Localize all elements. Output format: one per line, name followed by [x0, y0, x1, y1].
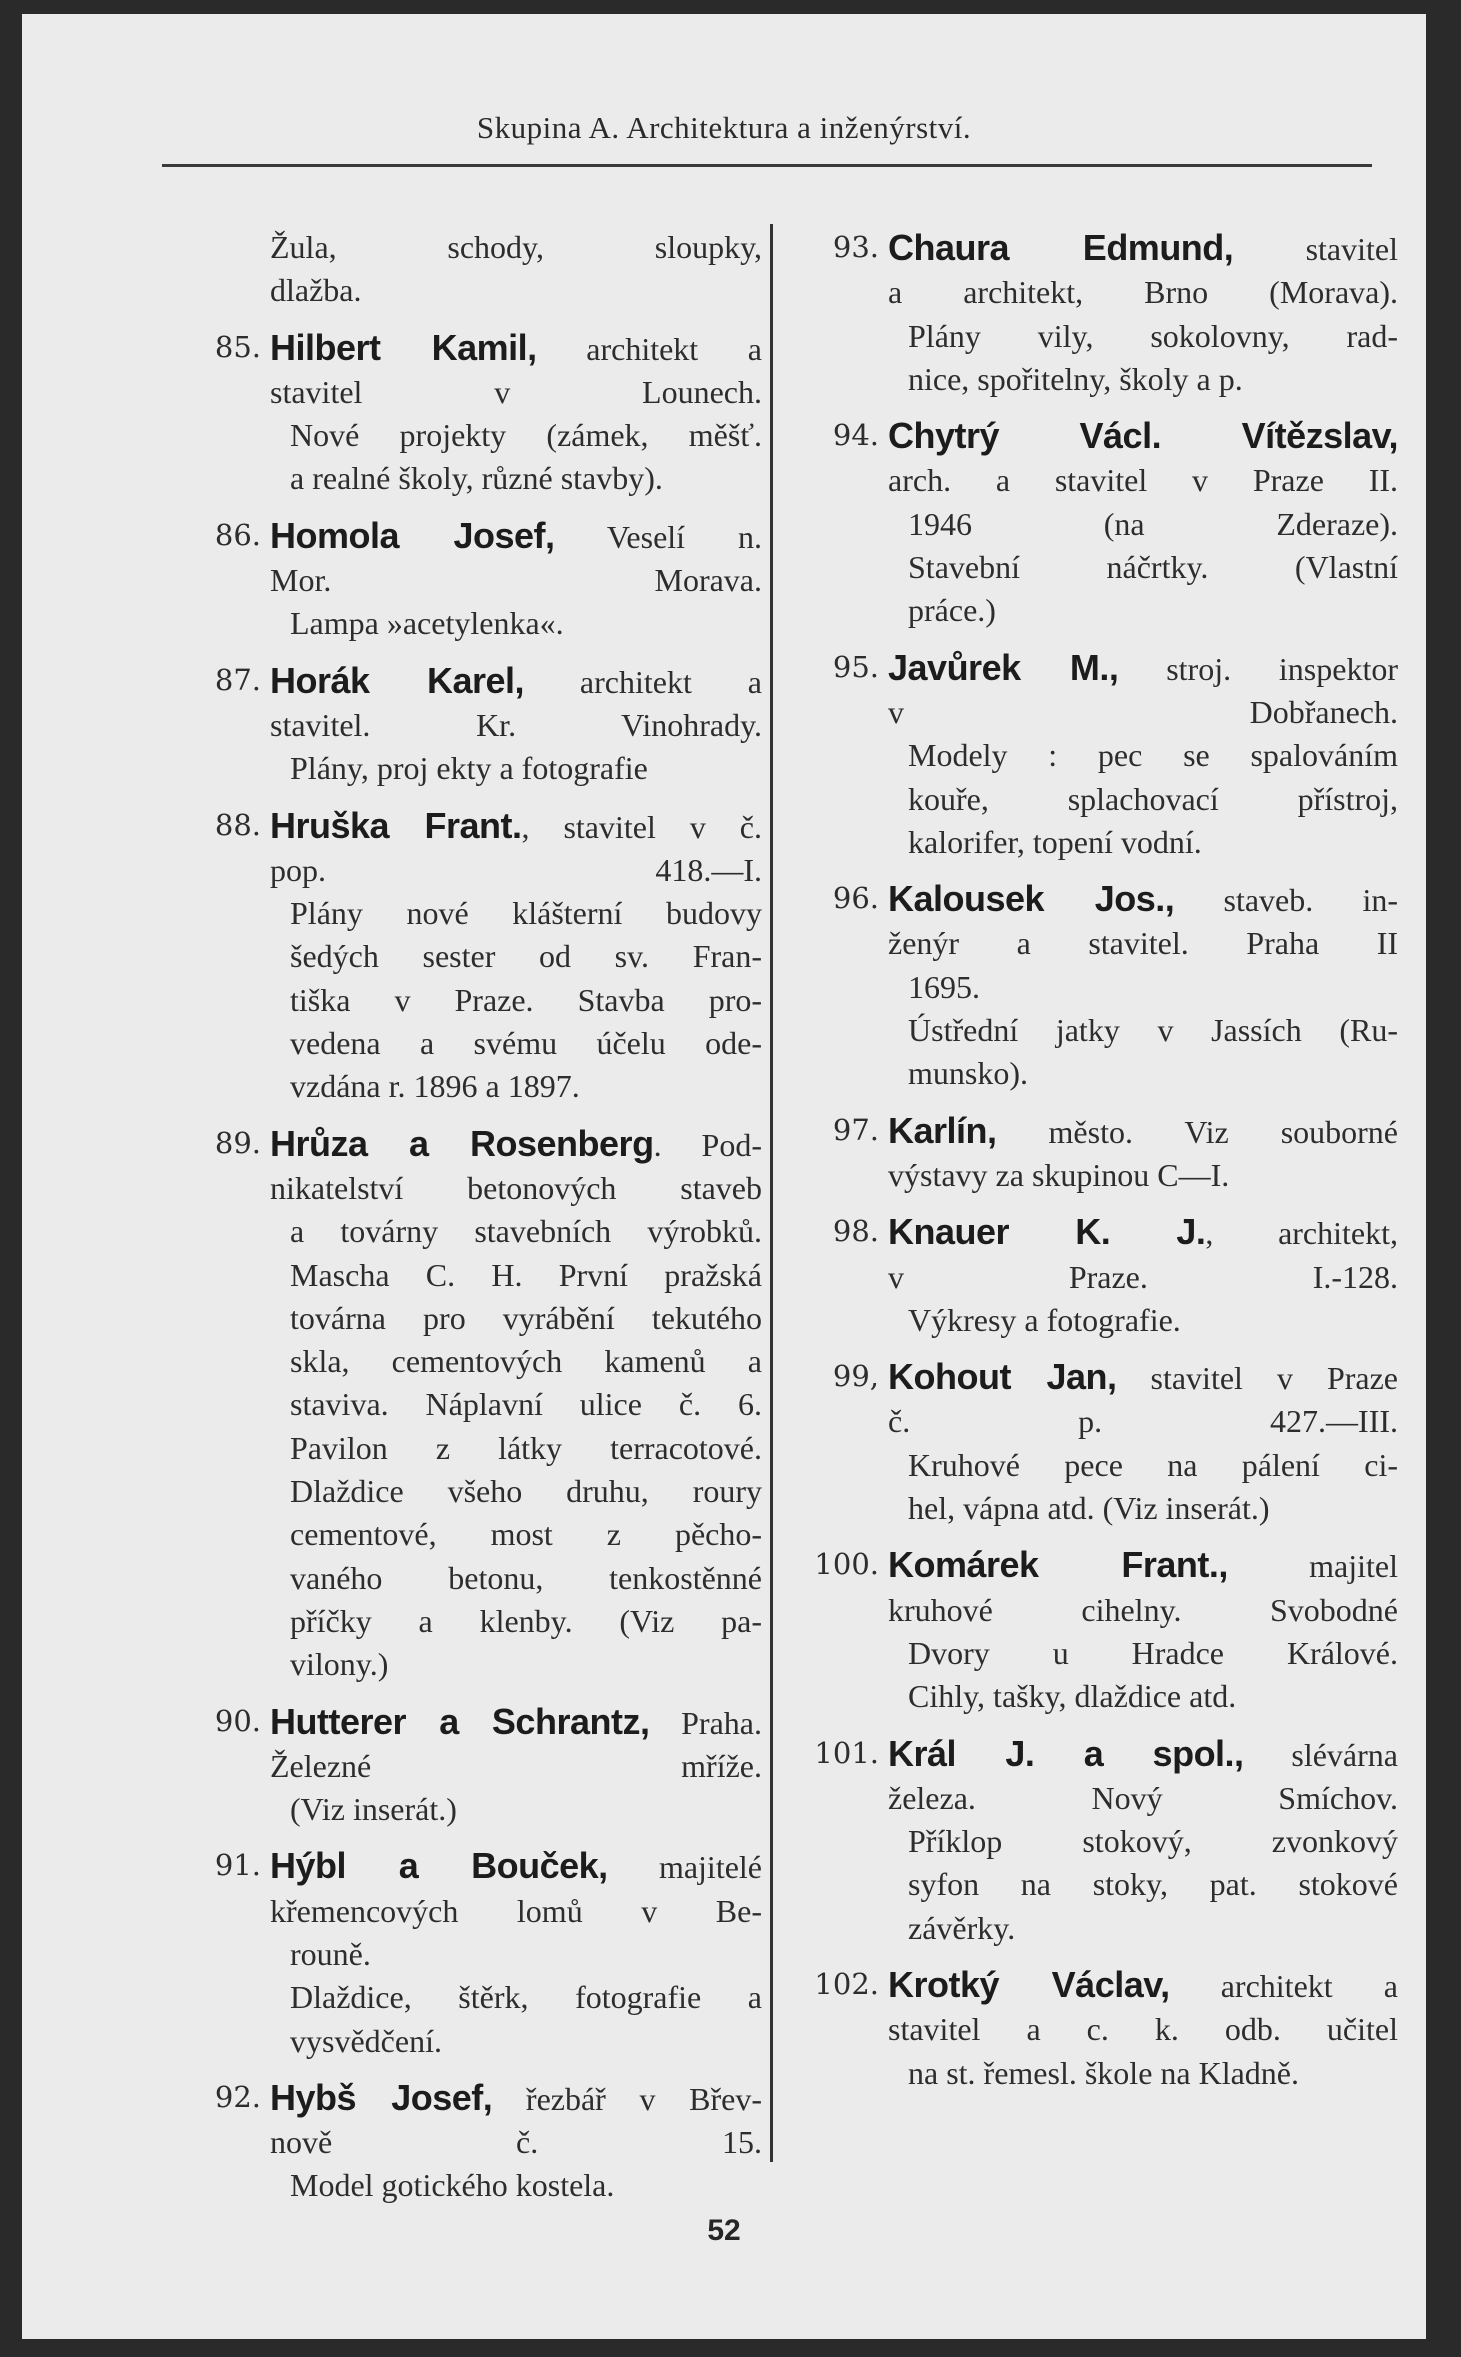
entry-name: Hrůza a Rosenberg — [270, 1122, 654, 1164]
entry-text: Cihly, tašky, dlaždice atd. — [908, 1678, 1237, 1715]
entry-text: architekt a — [536, 330, 762, 367]
catalog-entry — [805, 1543, 1398, 1718]
entry-text: Mascha C. H. První pražská — [290, 1256, 762, 1293]
entry-text: vzdána r. 1896 a 1897. — [290, 1068, 580, 1105]
entry-name: Hybš Josef, — [270, 2076, 493, 2118]
entry-text: , architekt, — [1205, 1215, 1399, 1252]
entry-number: 101. — [814, 1735, 879, 1770]
entry-name: Komárek Frant., — [888, 1544, 1228, 1586]
entry-text: vilony.) — [290, 1646, 389, 1683]
entry-text: Stavební náčrtky. (Vlastní — [908, 549, 1398, 586]
entry-text: , stavitel v č. — [521, 808, 762, 845]
entry-text: skla, cementových kamenů a — [290, 1343, 762, 1380]
entry-text: majitelé — [607, 1849, 762, 1886]
entry-text: křemencových lomů v Be- — [270, 1892, 762, 1929]
entry-number: 100. — [814, 1547, 879, 1582]
entry-text: architekt a — [1169, 1967, 1398, 2004]
catalog-entry — [805, 226, 1398, 401]
catalog-entry — [805, 646, 1398, 864]
entry-text: cementové, most z pěcho- — [290, 1516, 762, 1553]
entry-text: slévárna — [1243, 1736, 1398, 1773]
right-column — [805, 226, 1398, 2108]
entry-text: výstavy za skupinou C—I. — [888, 1156, 1230, 1193]
catalog-entry — [187, 804, 762, 1109]
entry-text: Žula, schody, sloupky, — [270, 229, 762, 265]
entry-text: kalorifer, topení vodní. — [908, 823, 1202, 860]
entry-text: majitel — [1227, 1548, 1398, 1585]
entry-text: stavitel — [1233, 231, 1398, 267]
entry-text: 1946 (na Zderaze). — [908, 505, 1398, 542]
entry-text: nikatelství betonových staveb — [270, 1169, 762, 1206]
entry-text: dlažba. — [270, 272, 362, 309]
entry-text: staviva. Náplavní ulice č. 6. — [290, 1386, 762, 1423]
entry-name: Hutterer a Schrantz, — [270, 1700, 650, 1742]
left-column — [187, 226, 762, 2221]
catalog-entry — [187, 2076, 762, 2208]
entry-name: Kohout Jan, — [888, 1356, 1117, 1398]
entry-text: stroj. inspektor — [1118, 650, 1398, 687]
entry-number: 85. — [214, 329, 261, 364]
entry-text: syfon na stoky, pat. stokové — [908, 1866, 1398, 1903]
entry-number: 96. — [832, 881, 879, 916]
header-rule — [162, 164, 1372, 167]
entry-number: 87. — [214, 662, 261, 697]
entry-text: kruhové cihelny. Svobodné — [888, 1591, 1398, 1628]
entry-text: stavitel v Praze — [1116, 1360, 1399, 1397]
entry-name: Hilbert Kamil, — [270, 326, 537, 368]
entry-text: rouně. — [290, 1935, 371, 1972]
entry-text: munsko). — [908, 1055, 1028, 1092]
entry-text: továrna pro vyrábění tekutého — [290, 1299, 762, 1336]
entry-text: hel, vápna atd. (Viz inserát.) — [908, 1490, 1270, 1527]
catalog-entry — [187, 659, 762, 791]
entry-name: Chaura Edmund, — [888, 227, 1234, 268]
catalog-entry — [187, 1844, 762, 2062]
catalog-entry — [187, 326, 762, 501]
entry-name: Javůrek M., — [888, 646, 1119, 688]
catalog-entry — [187, 1700, 762, 1832]
entry-text: Výkresy a fotografie. — [908, 1301, 1181, 1338]
entry-text: Lampa »acetylenka«. — [290, 605, 564, 642]
entry-text: kouře, splachovací přístroj, — [908, 780, 1398, 817]
entry-text: na st. řemesl. škole na Kladně. — [908, 2054, 1299, 2091]
entry-text: vedena a svému účelu ode- — [290, 1025, 762, 1062]
entry-text: Dvory u Hradce Králové. — [908, 1634, 1398, 1671]
entry-name: Krotký Václav, — [888, 1963, 1170, 2005]
entry-number: 99, — [832, 1359, 879, 1394]
entry-text: Praha. — [649, 1704, 762, 1741]
entry-text: Plány, proj ekty a fotografie — [290, 750, 648, 787]
entry-number: 95. — [832, 649, 879, 684]
entry-text: tiška v Praze. Stavba pro- — [290, 981, 762, 1018]
catalog-entry — [805, 877, 1398, 1095]
entry-text: řezbář v Břev- — [492, 2080, 763, 2117]
entry-text: Dlaždice všeho druhu, roury — [290, 1473, 762, 1510]
entry-text: (Viz inserát.) — [290, 1791, 457, 1828]
entry-name: Král J. a spol., — [888, 1732, 1244, 1774]
entry-text: v Praze. I.-128. — [888, 1258, 1398, 1295]
entry-text: Model gotického kostela. — [290, 2167, 615, 2204]
entry-text: pop. 418.—I. — [270, 851, 762, 888]
entry-text: vysvědčení. — [290, 2022, 442, 2059]
entry-text: staveb. in- — [1174, 882, 1399, 919]
entry-text: ženýr a stavitel. Praha II — [888, 925, 1398, 962]
entry-text: . Pod- — [653, 1126, 763, 1163]
entry-text: Ústřední jatky v Jassích (Ru- — [908, 1012, 1398, 1049]
entry-text: nice, spořitelny, školy a p. — [908, 360, 1243, 397]
entry-name: Homola Josef, — [270, 514, 555, 556]
entry-text: 1695. — [908, 968, 980, 1005]
entry-text: závěrky. — [908, 1909, 1016, 1946]
entry-text: č. p. 427.—III. — [888, 1403, 1398, 1440]
entry-text: Plány nové klášterní budovy — [290, 895, 762, 932]
entry-number: 89. — [214, 1125, 261, 1160]
entry-number: 92. — [214, 2079, 261, 2114]
entry-number: 97. — [832, 1112, 879, 1147]
catalog-entry — [187, 1122, 762, 1687]
entry-number: 102. — [814, 1966, 879, 2001]
entry-name: Hruška Frant. — [270, 804, 522, 846]
entry-name: Kalousek Jos., — [888, 878, 1175, 920]
catalog-entry — [805, 1355, 1398, 1530]
entry-text: a realné školy, různé stavby). — [290, 460, 663, 497]
entry-text: Nové projekty (zámek, měšť. — [290, 417, 762, 454]
catalog-entry — [805, 1963, 1398, 2095]
entry-text: architekt a — [524, 663, 762, 700]
document-page — [22, 14, 1426, 2339]
entry-text: stavitel v Lounech. — [270, 373, 762, 410]
entry-text: Veselí n. — [554, 518, 762, 555]
entry-text: arch. a stavitel v Praze II. — [888, 462, 1398, 499]
entry-name: Horák Karel, — [270, 659, 525, 701]
entry-name: Chytrý Václ. Vítězslav, — [888, 415, 1398, 457]
entry-name: Knauer K. J. — [888, 1211, 1206, 1253]
entry-number: 93. — [832, 230, 879, 264]
page-header: Skupina A. Architektura a inženýrství. — [476, 110, 972, 145]
catalog-entry — [805, 414, 1398, 632]
entry-text: vaného betonu, tenkostěnné — [290, 1559, 762, 1596]
entry-text: v Dobřanech. — [888, 693, 1398, 730]
column-divider — [770, 224, 773, 2162]
entry-number: 94. — [832, 418, 879, 453]
page-number: 52 — [707, 2214, 741, 2247]
entry-text: Pavilon z látky terracotové. — [290, 1429, 762, 1466]
entry-text: město. Viz souborné — [996, 1113, 1398, 1150]
entry-number: 88. — [214, 807, 261, 842]
entry-text: šedých sester od sv. Fran- — [290, 938, 762, 975]
entry-text: Plány vily, sokolovny, rad- — [908, 317, 1398, 354]
entry-text: práce.) — [908, 592, 996, 629]
catalog-entry — [805, 1732, 1398, 1950]
entry-number: 98. — [832, 1214, 879, 1249]
entry-text: Kruhové pece na pálení ci- — [908, 1446, 1398, 1483]
entry-text: příčky a klenby. (Viz pa- — [290, 1602, 762, 1639]
entry-text: nově č. 15. — [270, 2124, 762, 2161]
entry-text: Příklop stokový, zvonkový — [908, 1823, 1398, 1860]
entry-number: 86. — [214, 517, 261, 552]
catalog-entry — [805, 1109, 1398, 1198]
catalog-entry — [187, 514, 762, 646]
entry-text: stavitel a c. k. odb. učitel — [888, 2011, 1398, 2048]
entry-text: železa. Nový Smíchov. — [888, 1779, 1398, 1816]
entry-text: Modely : pec se spalováním — [908, 737, 1398, 774]
catalog-entry — [805, 1210, 1398, 1342]
entry-number: 91. — [214, 1848, 261, 1883]
entry-text: Mor. Morava. — [270, 562, 762, 599]
entry-text: a architekt, Brno (Morava). — [888, 274, 1398, 311]
entry-text: stavitel. Kr. Vinohrady. — [270, 706, 762, 743]
entry-number: 90. — [214, 1703, 261, 1738]
entry-name: Karlín, — [888, 1109, 997, 1151]
catalog-entry — [187, 226, 762, 313]
entry-text: a továrny stavebních výrobků. — [290, 1213, 762, 1250]
entry-text: Dlaždice, štěrk, fotografie a — [290, 1979, 762, 2016]
entry-name: Hýbl a Bouček, — [270, 1845, 608, 1887]
entry-text: Železné mříže. — [270, 1747, 762, 1784]
